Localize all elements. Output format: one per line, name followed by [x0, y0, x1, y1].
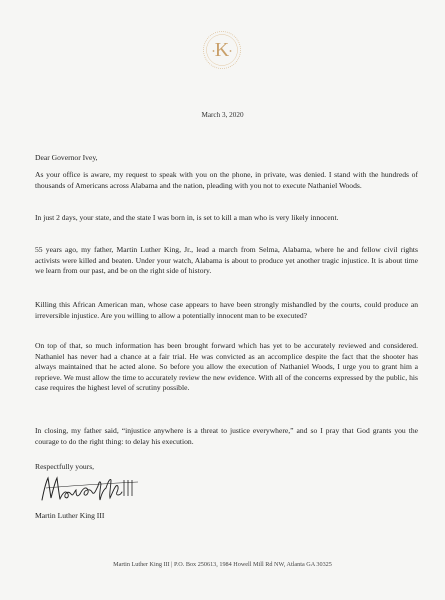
signer-name: Martin Luther King III [35, 511, 105, 520]
footer-address: Martin Luther King III | P.O. Box 250613, 1984 Howell Mill Rd NW, Atlanta GA 30325 [113, 561, 332, 568]
signature-icon [38, 470, 148, 508]
closing: Respectfully yours, [35, 462, 95, 471]
paragraph-3: 55 years ago, my father, Martin Luther King, Jr., lead a march from Selma, Alabama, where he and fellow civil rights activists were killed and beaten. Under your watch, Alabama is about to produce yet another tragic injustice. It is about time we learn from our past, and be on the right side of history. [35, 245, 418, 276]
paragraph-6: In closing, my father said, “injustice anywhere is a threat to justice everywhere,” and so I pray that God grants you the courage to do the right thing: to delay his execution. [35, 426, 418, 446]
salutation: Dear Governor Ivey, [35, 153, 98, 162]
letter-date: March 3, 2020 [201, 111, 244, 119]
handwritten-signature [38, 470, 148, 508]
paragraph-1: As your office is aware, my request to speak with you on the phone, in private, was denied. I stand with the hundreds of thousands of Americans across Alabama and the nation, pleading with you not to execute Nathaniel Woods. [35, 170, 418, 190]
paragraph-5: On top of that, so much information has been brought forward which has yet to be accurately reviewed and considered. Nathaniel has never had a chance at a fair trial. He was convicted as an accomplice despite the fact that the shooter has always maintained that he acted alone. So before you allow the execution of Nathaniel Woods, I urge you to grant him a reprieve. We must allow the time to accurately review the new evidence. With all of the concerns expressed by the public, his case requires the highest level of scrutiny possible. [35, 341, 418, 393]
monogram-logo [202, 30, 242, 70]
paragraph-4: Killing this African American man, whose case appears to have been strongly mishandled by the courts, could produce an irreversible injustice. Are you willing to allow a potentially innocent man to be executed? [35, 300, 418, 320]
paragraph-2: In just 2 days, your state, and the state I was born in, is set to kill a man who is very likely innocent. [35, 213, 339, 222]
monogram-letter: K [214, 38, 230, 61]
